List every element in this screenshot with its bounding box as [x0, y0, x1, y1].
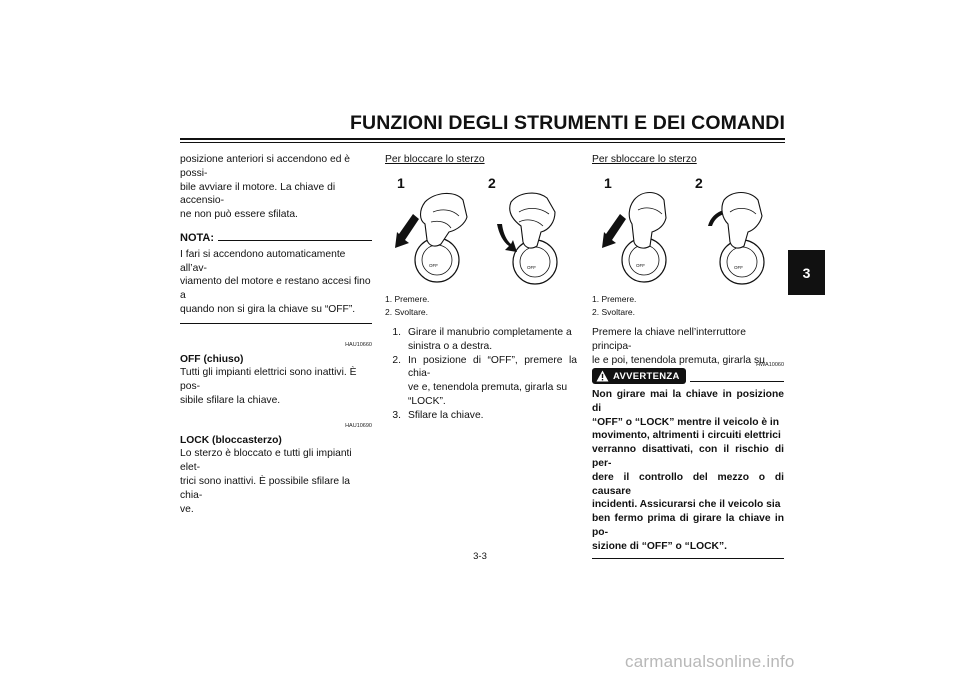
body-line: le e poi, tenendola premuta, girarla su [592, 354, 765, 366]
note-label: NOTA: [180, 231, 215, 244]
warning-line: dere il controllo del mezzo o di causare [592, 471, 784, 497]
section-code: HAU10660 [345, 341, 372, 348]
column-left [180, 153, 372, 516]
warning-line: sizione di “OFF” o “LOCK”. [592, 540, 728, 552]
caption-item: 1. Premere. [385, 294, 430, 304]
step-line: ve e, tenendola premuta, girarla su [408, 382, 568, 394]
lock-steering-figure [385, 172, 577, 287]
warning-line: movimento, altrimenti i circuiti elettrici [592, 430, 781, 442]
unlock-steering-figure [592, 172, 784, 287]
step-line: “LOCK”. [408, 395, 446, 407]
section-heading-off: OFF (chiuso) [180, 353, 244, 365]
step-number: 1. [392, 327, 401, 338]
header-rule [180, 138, 785, 140]
key-switch-illustration [385, 172, 577, 287]
lock-line: ve. [180, 503, 194, 515]
lock-figure-captions [385, 293, 577, 318]
warning-line: incidenti. Assicurarsi che il veicolo sia [592, 499, 781, 511]
lock-steps [385, 326, 577, 423]
dial-text: OFF [429, 263, 438, 268]
step-number: 2. [392, 354, 401, 366]
caption-item: 1. Premere. [592, 294, 637, 304]
note-line: quando non si gira la chiave su “OFF”. [180, 303, 356, 315]
warning-code: HWA10060 [756, 362, 784, 368]
caption-item: 2. Svoltare. [592, 306, 635, 317]
warning-block [592, 362, 784, 559]
intro-line: ne non può essere sfilata. [180, 209, 298, 221]
note-end-rule [180, 323, 372, 324]
warning-end-rule [592, 558, 784, 560]
warning-text [592, 388, 784, 554]
warning-rule [690, 381, 784, 382]
note-line: viamento del motore e restano accesi fino a [180, 276, 371, 302]
header-rule-thin [180, 142, 785, 143]
list-item [385, 326, 577, 354]
step-number: 3. [392, 409, 401, 421]
page-title: FUNZIONI DEGLI STRUMENTI E DEI COMANDI [350, 112, 785, 134]
off-line: sibile sfilare la chiave. [180, 394, 281, 406]
lock-line: trici sono inattivi. È possibile sfilare la chia- [180, 475, 350, 501]
press-arrow-icon [602, 214, 626, 248]
step-line: sinistra o a destra. [408, 340, 493, 352]
warning-badge [592, 368, 686, 384]
figure-label-1: 1 [604, 175, 612, 191]
list-item [385, 409, 577, 423]
watermark: carmanualsonline.info [625, 652, 795, 671]
section-heading-lock: LOCK (bloccasterzo) [180, 434, 282, 446]
figure-label-2: 2 [695, 175, 703, 191]
caption-item: 2. Svoltare. [385, 306, 428, 317]
hand-icon [629, 193, 666, 249]
body-line: Premere la chiave nell’interruttore principa- [592, 327, 746, 352]
warning-icon [596, 370, 609, 382]
list-item [385, 354, 577, 409]
step-line: Girare il manubrio completamente a [408, 327, 572, 338]
off-line: Tutti gli impianti elettrici sono inattivi. È pos- [180, 367, 357, 393]
unlock-steering-title: Per sbloccare lo sterzo [592, 154, 697, 165]
note-line: I fari si accendono automaticamente all’av- [180, 248, 346, 274]
note-rule [218, 240, 372, 241]
hand-icon [722, 193, 762, 249]
lock-steering-title: Per bloccare lo sterzo [385, 154, 485, 165]
dial-text: OFF [734, 265, 743, 270]
key-switch-illustration [592, 172, 784, 287]
figure-label-2: 2 [488, 175, 496, 191]
column-middle [385, 153, 577, 167]
page-number: 3-3 [473, 551, 487, 562]
section-code: HAU10690 [345, 422, 372, 429]
step-line: In posizione di “OFF”, premere la chia- [408, 354, 577, 380]
note-header [180, 232, 372, 246]
unlock-figure-captions [592, 293, 784, 318]
intro-line: posizione anteriori si accendono ed è possi- [180, 154, 351, 179]
warning-line: ben fermo prima di girare la chiave in po- [592, 513, 784, 538]
step-line: Sfilare la chiave. [408, 409, 484, 421]
warning-label: AVVERTENZA [613, 370, 680, 382]
intro-line: bile avviare il motore. La chiave di accensio- [180, 181, 336, 207]
dial-text: OFF [636, 263, 645, 268]
chapter-tab: 3 [788, 250, 825, 295]
press-arrow-icon [395, 214, 419, 248]
warning-line: Non girare mai la chiave in posizione di [592, 389, 784, 414]
lock-line: Lo sterzo è bloccato e tutti gli impianti elet- [180, 448, 352, 474]
figure-label-1: 1 [397, 175, 405, 191]
hand-icon [421, 193, 468, 246]
turn-arrow-icon [497, 224, 517, 252]
column-right [592, 153, 784, 167]
warning-line: verranno disattivati, con il rischio di per- [592, 444, 784, 469]
warning-line: “OFF” o “LOCK” mentre il veicolo è in [592, 416, 780, 428]
dial-text: OFF [527, 265, 536, 270]
